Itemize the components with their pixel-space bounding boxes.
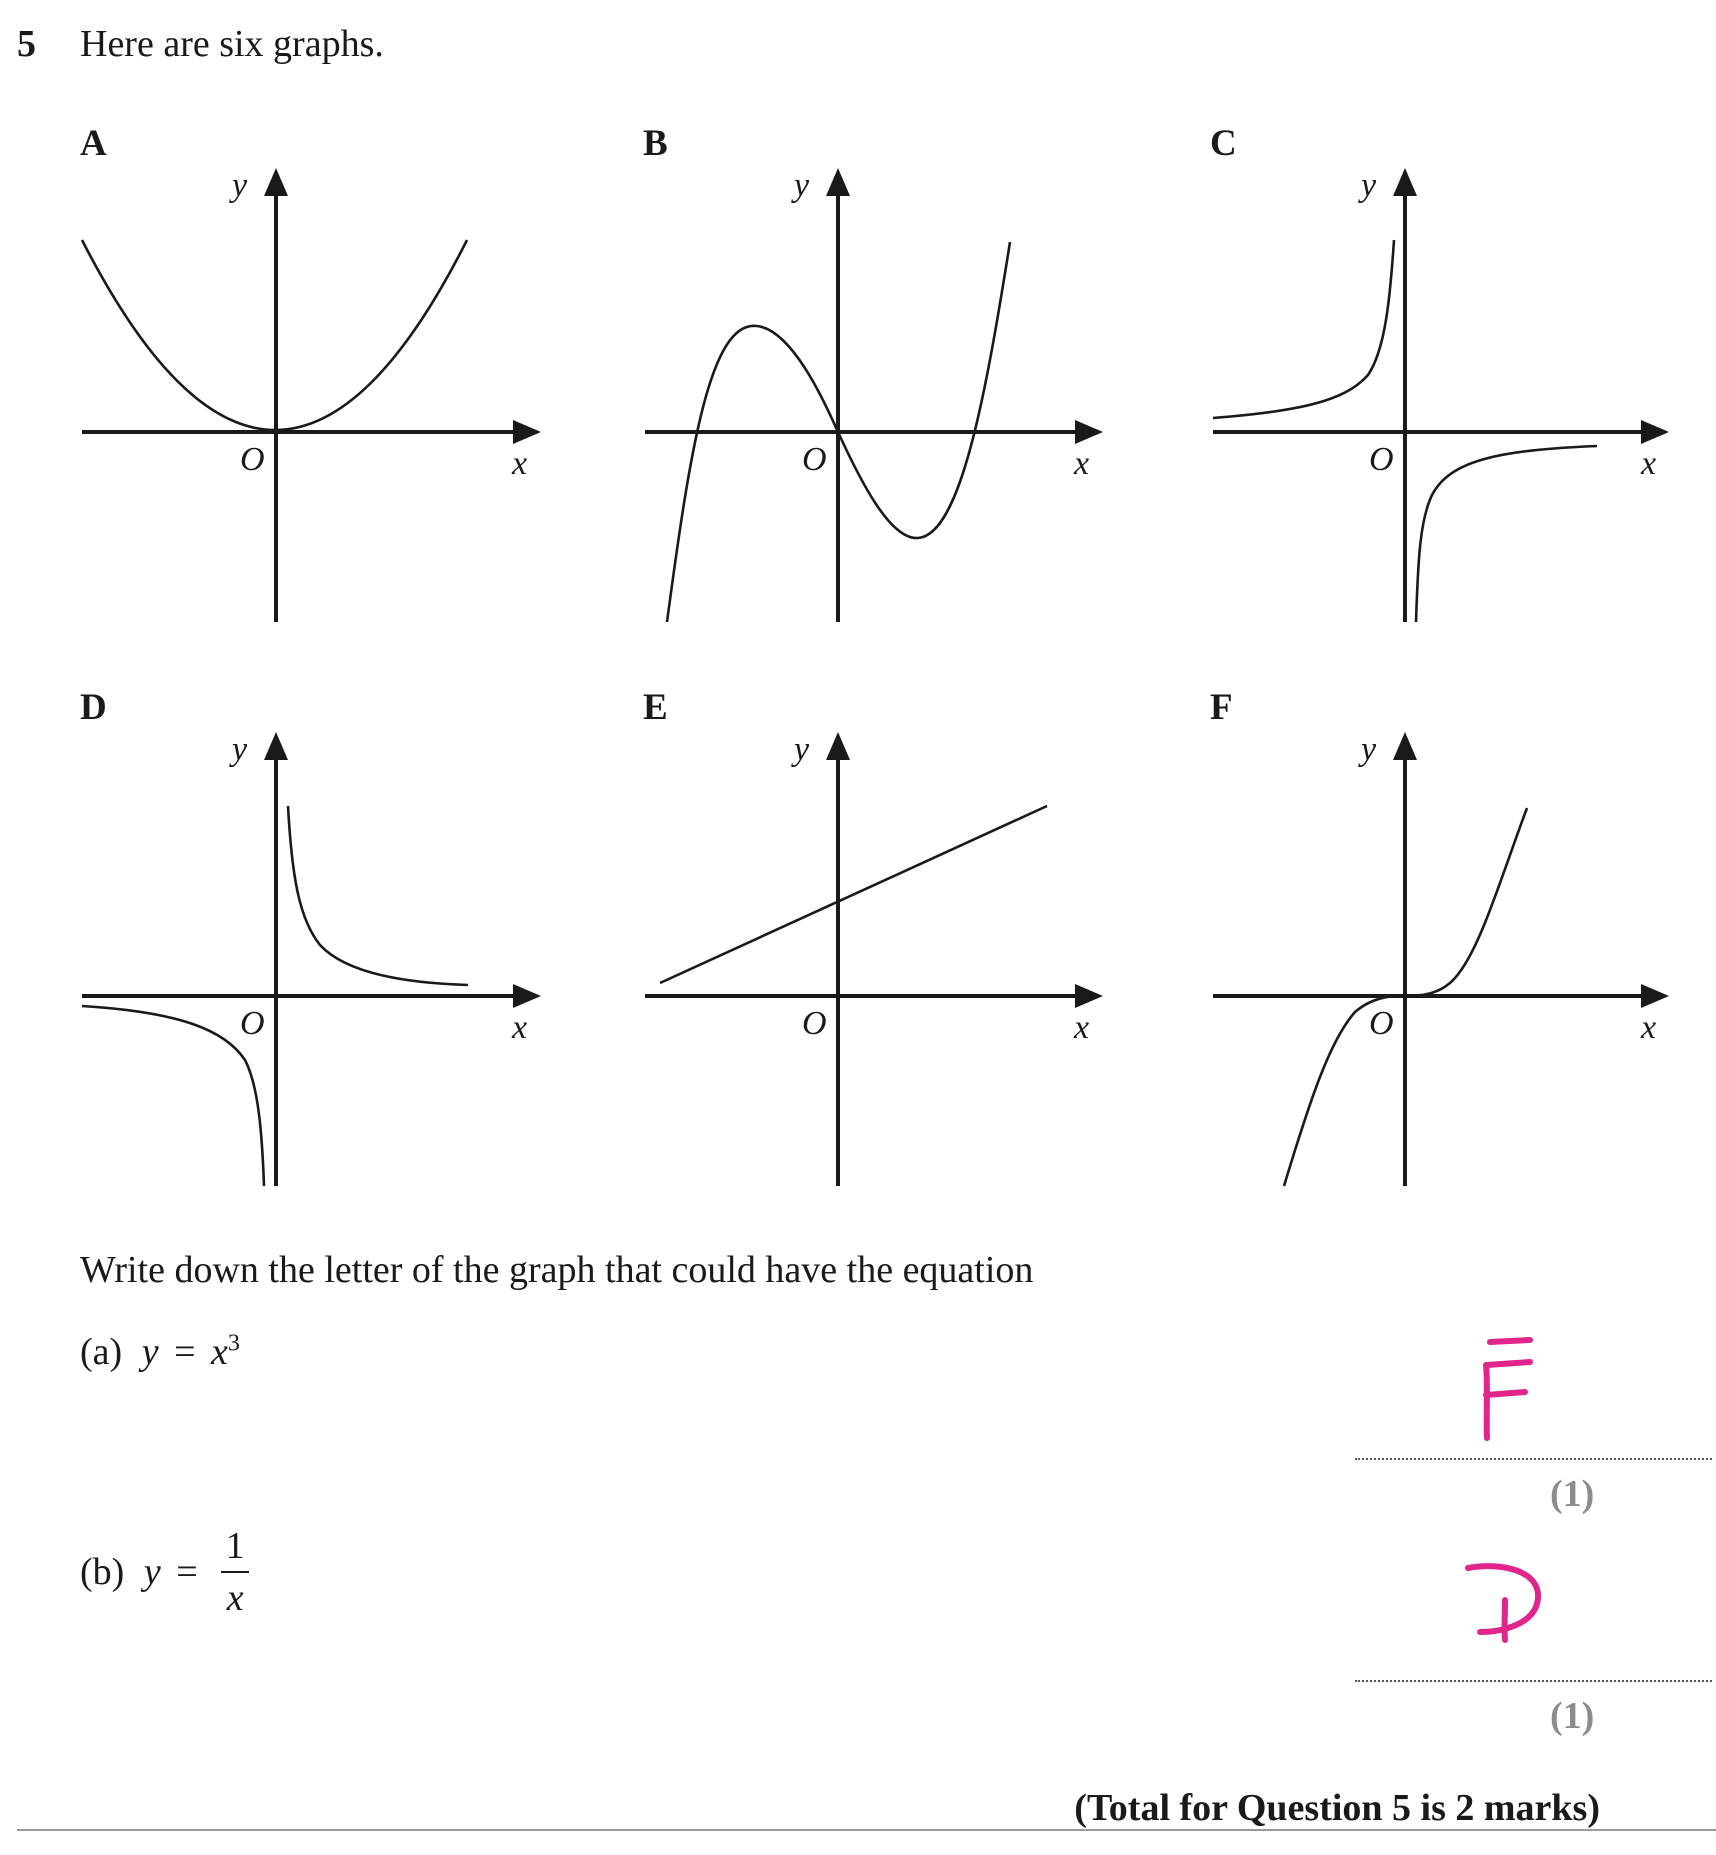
part-b-denominator: x xyxy=(226,1577,244,1619)
instruction-text: Write down the letter of the graph that could have the equation xyxy=(80,1249,1034,1291)
graph-b-label: B xyxy=(643,123,668,164)
part-b-numerator: 1 xyxy=(225,1525,245,1567)
graph-b-origin-label: O xyxy=(802,441,827,478)
graph-b-x-label: x xyxy=(1074,445,1090,482)
part-b-label: (b) xyxy=(80,1551,125,1593)
graph-b-y-label: y xyxy=(794,167,810,204)
graph-c-x-label: x xyxy=(1641,445,1657,482)
graph-a-y-label: y xyxy=(232,167,248,204)
question-intro: Here are six graphs. xyxy=(80,23,384,65)
part-b-equals: = xyxy=(176,1551,198,1593)
graph-a-label: A xyxy=(80,123,107,164)
graph-e-label: E xyxy=(643,687,668,728)
part-b-answer-line xyxy=(1355,1680,1712,1682)
part-a-lhs: y xyxy=(141,1331,159,1373)
graph-f-origin-label: O xyxy=(1369,1005,1394,1042)
part-a-power: 3 xyxy=(227,1330,240,1357)
graph-f-x-label: x xyxy=(1641,1009,1657,1046)
graph-f-label: F xyxy=(1210,687,1233,728)
graph-c-label: C xyxy=(1210,123,1237,164)
part-b-lhs: y xyxy=(143,1551,161,1593)
graph-f-y-label: y xyxy=(1361,731,1377,768)
graph-e-y-label: y xyxy=(794,731,810,768)
part-a-equals: = xyxy=(174,1331,196,1373)
graph-d-origin-label: O xyxy=(240,1005,265,1042)
part-a-base: x xyxy=(211,1331,228,1373)
footer-divider xyxy=(17,1829,1716,1831)
graph-d-y-label: y xyxy=(232,731,248,768)
question-number: 5 xyxy=(17,23,36,65)
graph-c-y-label: y xyxy=(1361,167,1377,204)
graph-e-x-label: x xyxy=(1074,1009,1090,1046)
graph-d-x-label: x xyxy=(512,1009,528,1046)
question-total: (Total for Question 5 is 2 marks) xyxy=(1074,1787,1600,1829)
part-b-marks: (1) xyxy=(1550,1695,1595,1737)
graph-a-x-label: x xyxy=(512,445,528,482)
graph-a-origin-label: O xyxy=(240,441,265,478)
part-a-label: (a) xyxy=(80,1331,123,1373)
part-a-marks: (1) xyxy=(1550,1473,1595,1515)
graph-e-origin-label: O xyxy=(802,1005,827,1042)
graph-d-label: D xyxy=(80,687,107,728)
graph-c-origin-label: O xyxy=(1369,441,1394,478)
